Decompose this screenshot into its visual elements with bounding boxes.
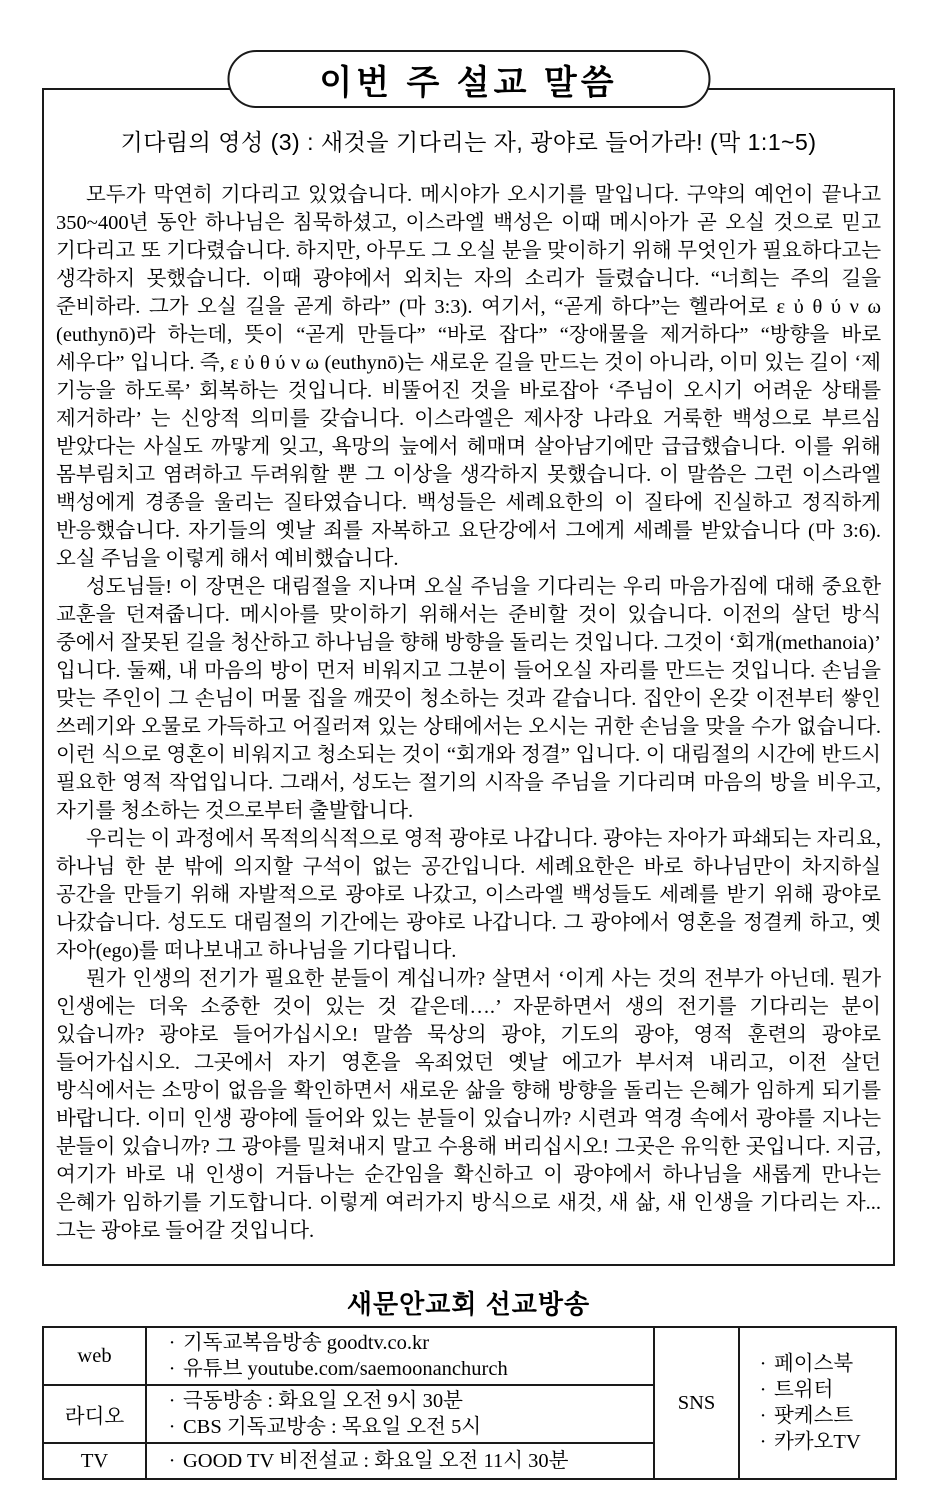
list-item <box>752 1351 889 1377</box>
sermon-paragraph-4: 뭔가 인생의 전기가 필요한 분들이 계십니까? 살면서 ‘이게 사는 것의 전부가 아닌데. 뭔가 인생에는 더욱 소중한 것이 있는 것 같은데….’ 자문하면서 생의 전기를 기다리는 분이 있습니까? 광야로 들어가십시오! 말씀 묵상의 광야, 기도의 광야, 영적 훈련의 광야로 들어가십시오. 그곳에서 자기 영혼을 옥죄었던 옛날 에고가 부서져 내리고, 이전 살던 방식에서는 소망이 없음을 확인하면서 새로운 삶을 향해 방향을 돌리는 은혜가 임하게 되기를 바랍니다. 이미 인생 광야에 들어와 있는 분들이 있습니까? 시련과 역경 속에서 광야를 지나는 분들이 있습니까? 그 광야를 밀쳐내지 말고 수용해 버리십시오! 그곳은 유익한 곳입니다. 지금, 여기가 바로 내 인생이 거듭나는 순간임을 확신하고 이 광야에서 하나님을 새롭게 만나는 은혜가 임하기를 기도합니다. 이렇게 여러가지 방식으로 새것, 새 삶, 새 인생을 기다리는 자...그는 광야로 들어갈 것입니다. <box>56 968 881 1242</box>
bullet-icon: · <box>759 1431 767 1453</box>
broadcast-item-text: 극동방송 : 화요일 오전 9시 30분 <box>183 1390 463 1412</box>
row-label-web: web <box>43 1327 146 1385</box>
sermon-paragraph-3: 우리는 이 과정에서 목적의식적으로 영적 광야로 나갑니다. 광야는 자아가 파쇄되는 자리요, 하나님 한 분 밖에 의지할 구석이 없는 공간입니다. 세례요한은 바로 하나님만이 차지하실 공간을 만들기 위해 자발적으로 광야로 나갔고, 이스라엘 백성들도 세례를 받기 위해 광야로 나갔습니다. 성도도 대림절의 기간에는 광야로 나갑니다. 그 광야에서 영혼을 정결케 하고, 옛 자아(ego)를 떠나보내고 하나님을 기다립니다. <box>56 828 881 962</box>
sns-item-text: 페이스북 <box>774 1353 854 1375</box>
sermon-paragraph-2: 성도님들! 이 장면은 대림절을 지나며 오실 주님을 기다리는 우리 마음가짐에 대해 중요한 교훈을 던져줍니다. 메시아를 맞이하기 위해서는 준비할 것이 있습니다. 이전의 살던 방식 중에서 잘못된 길을 청산하고 하나님을 향해 방향을 돌리는 것입니다. 그것이 ‘회개(methanoia)’ 입니다. 둘째, 내 마음의 방이 먼저 비워지고 그분이 들어오실 자리를 만드는 것입니다. 손님을 맞는 주인이 그 손님이 머물 집을 깨끗이 청소하는 것과 같습니다. 집안이 온갖 이전부터 쌓인 쓰레기와 오물로 가득하고 어질러져 있는 상태에서는 오시는 귀한 손님을 맞을 수가 없습니다. 이런 식으로 영혼이 비워지고 청소되는 것이 “회개와 정결” 입니다. 이 대림절의 시간에 반드시 필요한 영적 작업입니다. 그래서, 성도는 절기의 시작을 주님을 기다리며 마음의 방을 비우고, 자기를 청소하는 것으로부터 출발합니다. <box>56 576 881 822</box>
list-item <box>752 1403 889 1429</box>
list-item <box>161 1414 647 1440</box>
broadcast-section-title: 새문안교회 선교방송 <box>346 1289 591 1319</box>
row-detail-tv <box>146 1443 654 1479</box>
row-label-radio: 라디오 <box>43 1385 146 1443</box>
list-item <box>161 1356 647 1382</box>
bullet-icon: · <box>168 1390 176 1412</box>
row-label-tv: TV <box>43 1443 146 1479</box>
list-item <box>161 1388 647 1414</box>
sermon-subtitle: 기다림의 영성 (3) : 새것을 기다리는 자, 광야로 들어가라! (막 1:1~5) <box>120 129 817 155</box>
bullet-icon: · <box>168 1416 176 1438</box>
broadcast-item-text: 기독교복음방송 goodtv.co.kr <box>183 1332 430 1354</box>
sns-item-text: 팟케스트 <box>774 1405 854 1427</box>
bullet-icon: · <box>168 1332 176 1354</box>
sermon-box <box>42 88 895 1266</box>
broadcast-item-text: CBS 기독교방송 : 목요일 오전 5시 <box>183 1416 482 1438</box>
sns-list <box>739 1327 896 1479</box>
broadcast-item-text: GOOD TV 비전설교 : 화요일 오전 11시 30분 <box>183 1450 569 1472</box>
sermon-title-pill <box>227 50 710 108</box>
list-item <box>752 1429 889 1455</box>
list-item <box>752 1377 889 1403</box>
row-detail-radio <box>146 1385 654 1443</box>
table-row-web <box>43 1327 896 1385</box>
row-detail-web <box>146 1327 654 1385</box>
bullet-icon: · <box>759 1379 767 1401</box>
page-title: 이번 주 설교 말씀 <box>319 63 618 102</box>
bullet-icon: · <box>168 1358 176 1380</box>
sermon-body <box>56 181 881 1245</box>
sns-item-text: 카카오TV <box>774 1431 861 1453</box>
broadcast-table <box>42 1326 897 1480</box>
sns-item-text: 트위터 <box>774 1379 834 1401</box>
broadcast-item-text: 유튜브 youtube.com/saemoonanchurch <box>183 1358 508 1380</box>
bullet-icon: · <box>759 1405 767 1427</box>
bullet-icon: · <box>759 1353 767 1375</box>
list-item <box>161 1448 647 1474</box>
list-item <box>161 1330 647 1356</box>
bullet-icon: · <box>168 1450 176 1472</box>
sns-label: SNS <box>654 1327 739 1479</box>
sermon-paragraph-1: 모두가 막연히 기다리고 있었습니다. 메시야가 오시기를 말입니다. 구약의 예언이 끝나고 350~400년 동안 하나님은 침묵하셨고, 이스라엘 백성은 이때 메시아가 곧 오실 것으로 믿고 기다리고 또 기다렸습니다. 하지만, 아무도 그 오실 분을 맞이하기 위해 무엇인가 필요하다고는 생각하지 못했습니다. 이때 광야에서 외치는 자의 소리가 들렸습니다. “너희는 주의 길을 준비하라. 그가 오실 길을 곧게 하라” (마 3:3). 여기서, “곧게 하다”는 헬라어로 ε ὐ θ ύ ν ω (euthynō)라 하는데, 뜻이 “곧게 만들다” “바로 잡다” “장애물을 제거하다” “방향을 바로 세우다” 입니다. 즉, ε ὐ θ ύ ν ω (euthynō)는 새로운 길을 만드는 것이 아니라, 이미 있는 길이 ‘제 기능을 하도록’ 회복하는 것입니다. 비뚤어진 것을 바로잡아 ‘주님이 오시기 어려운 상태를 제거하라’ 는 신앙적 의미를 갖습니다. 이스라엘은 제사장 나라요 거룩한 백성으로 부르심 받았다는 사실도 까맣게 잊고, 욕망의 늪에서 헤매며 살아남기에만 급급했습니다. 이를 위해 몸부림치고 염려하고 두려워할 뿐 그 이상을 생각하지 못했습니다. 이 말씀은 그런 이스라엘 백성에게 경종을 울리는 질타였습니다. 백성들은 세례요한의 이 질타에 진실하고 정직하게 반응했습니다. 자기들의 옛날 죄를 자복하고 요단강에서 그에게 세례를 받았습니다 (마 3:6). 오실 주님을 이렇게 해서 예비했습니다. <box>56 184 881 570</box>
